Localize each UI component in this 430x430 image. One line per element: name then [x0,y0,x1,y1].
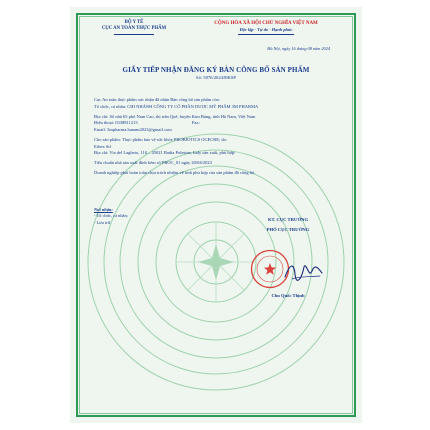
on-behalf-title: KT. CỤC TRƯỞNG [267,217,309,222]
intro-text: Cục An toàn thực phẩm xác nhận đã nhận Bản công bố sản phẩm của: [94,97,220,102]
fax-text: Fax: [191,120,200,126]
header-right-underline [238,34,294,35]
document-title: GIẤY TIẾP NHẬN ĐĂNG KÝ BẢN CÔNG BỐ SẢN PHẨM [122,66,310,74]
document-number: Số: 5876/2024/ĐKSP [196,75,236,80]
certificate-document [70,7,362,423]
document-body [94,97,338,177]
issue-date: Hà Nội, ngày 16 tháng 08 năm 2024 [267,46,330,51]
handwritten-signature [282,259,324,283]
address-text: Địa chỉ: Số nhà 65 phố Nam Cao, thị trấn Quế, huyện Kim Bảng, tỉnh Hà Nam, Việt Nam [94,113,256,119]
recipients-label: Nơi nhận: [94,207,113,212]
department-name: CỤC AN TOÀN THỰC PHẨM [101,26,167,32]
signer-name: Chu Quốc Thịnh [271,293,305,298]
national-motto: Độc lập - Tự do - Hạnh phúc [239,27,293,33]
standard-text: Tiêu chuẩn nhà sản xuất đính kèm số PROC_01 ngày 20/04/2023 [94,160,212,165]
organization-text: Tổ chức, cá nhân: CHI NHÁNH CÔNG TY CỔ PHẦN DƯỢC MỸ PHẨM 3M PHARMA [94,103,259,109]
email-text: Email: 3mpharma.hanam2023@gmail.com [94,127,172,132]
header-left-underline [114,34,154,35]
phone-text: Điện thoại: 0338811213 [94,120,138,126]
manufacturer-address-text: Địa chỉ: Via del Lagheto, 110 – 45021 Badia Polesine, Italy sản xuất, phù hợp: [94,150,236,156]
ministry-name: BỘ Y TẾ [124,20,144,25]
signature-title-block [226,215,350,234]
recipient-item: - Tổ chức, cá nhân; [94,213,128,219]
responsibility-text: Doanh nghiệp phải hoàn toàn chịu trách nhiệm về tính phù hợp của sản phẩm đã công bố. [94,169,256,175]
header-right [182,20,350,35]
deputy-position: PHÓ CỤC TRƯỞNG [266,226,310,232]
manufacturer-text: Erbex Srl [94,143,112,149]
recipients-block [94,207,128,226]
country-name: CỘNG HÒA XÃ HỘI CHỦ NGHĨA VIỆT NAM [214,21,318,26]
contact-line [94,120,338,127]
recipient-item: - Lưu trữ. [94,219,112,225]
header-left [86,20,182,35]
product-text: Cho sản phẩm: Thực phẩm bảo vệ sức khỏe PROBIOTICS OCECRE; do: [94,136,228,142]
